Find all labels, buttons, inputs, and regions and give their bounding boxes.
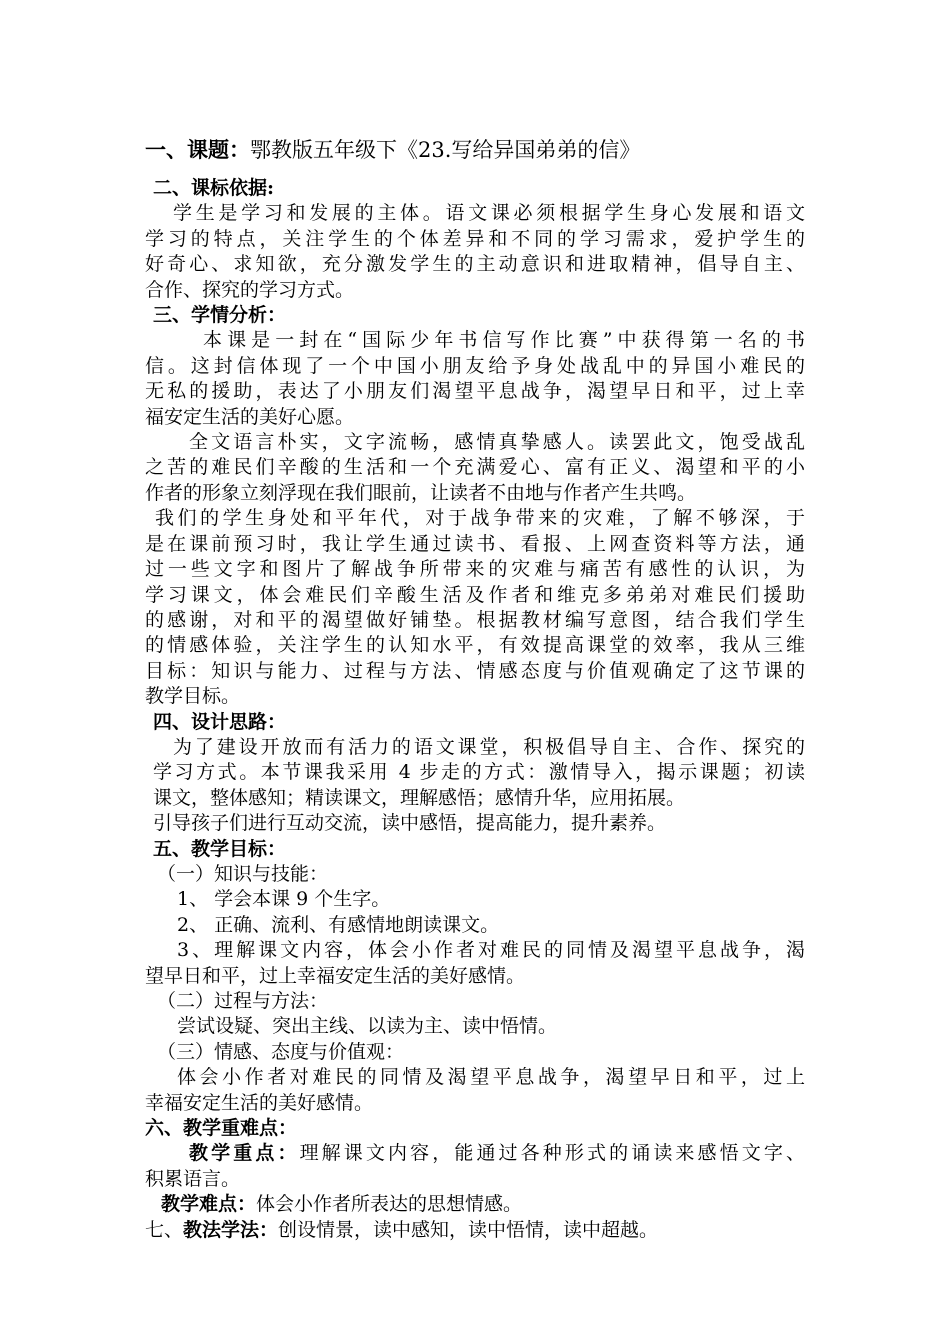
methods-prefix: 七、 [145, 1218, 184, 1241]
analysis-p1-line-2: 信。这封信体现了一个中国小朋友给予身处战乱中的异国小难民的 [145, 354, 805, 377]
analysis-p2-line-2: 之苦的难民们辛酸的生活和一个充满爱心、富有正义、渴望和平的小 [145, 456, 805, 479]
title-label: 一、课题： [145, 137, 250, 162]
analysis-p3-line-4: 学习课文，体会难民们辛酸生活及作者和维克多弟弟对难民们援助 [145, 583, 805, 606]
design-line-1: 为了建设开放而有活力的语文课堂，积极倡导自主、合作、探究的 [173, 735, 805, 758]
basis-heading: 二、课标依据: [153, 177, 275, 199]
goals-sub-1: （一）知识与技能： [157, 862, 329, 885]
analysis-p3-line-7: 目标：知识与能力、过程与方法、情感态度与价值观确定了这节课的 [145, 659, 805, 682]
analysis-p1-line-4: 福安定生活的美好心愿。 [145, 405, 355, 428]
goals-item-3-line-2: 望早日和平，过上幸福安定生活的美好感情。 [145, 964, 526, 987]
analysis-p3-line-5: 的感谢，对和平的渴望做好铺垫。根据教材编写意图，结合我们学生 [145, 608, 805, 631]
goals-item-1: 1、 学会本课 9 个生字。 [177, 888, 391, 911]
goals-item-2: 2、 正确、流利、有感情地朗读课文。 [177, 913, 500, 936]
analysis-p3-line-8: 教学目标。 [145, 685, 241, 708]
design-line-3: 课文，整体感知；精读课文，理解感悟；感情升华，应用拓展。 [153, 786, 686, 809]
design-line-4: 引导孩子们进行互动交流，读中感悟，提高能力，提升素养。 [153, 812, 667, 835]
analysis-p1-line-3: 无私的援助，表达了小朋友们渴望平息战争，渴望早日和平，过上幸 [145, 380, 805, 403]
basis-line-1: 学生是学习和发展的主体。语文课必须根据学生身心发展和语文 [173, 202, 805, 225]
focus-key-line [145, 1141, 805, 1166]
goals-sub-3: （三）情感、态度与价值观： [157, 1040, 405, 1063]
title-text: 鄂教版五年级下《23.写给异国弟弟的信》 [250, 138, 641, 162]
focus-diff-line [145, 1192, 805, 1217]
document-page [145, 132, 805, 1243]
analysis-p3-line-2: 是在课前预习时，我让学生通过读书、看报、上网查资料等方法，通 [145, 532, 805, 555]
focus-key-line-2: 积累语言。 [145, 1167, 241, 1190]
analysis-p3-line-3: 过一些文字和图片了解战争所带来的灾难与痛苦有感性的认识，为 [145, 558, 805, 581]
analysis-p3-line-6: 的情感体验，关注学生的认知水平，有效提高课堂的效率，我从三维 [145, 634, 805, 657]
focus-key-label: 教学重点： [189, 1142, 300, 1165]
focus-heading: 六、教学重难点： [145, 1117, 298, 1140]
focus-key-text: 理解课文内容，能通过各种形式的诵读来感悟文字、 [299, 1142, 805, 1165]
analysis-p2-line-3: 作者的形象立刻浮现在我们眼前，让读者不由地与作者产生共鸣。 [145, 481, 697, 504]
goals-sub-3-line-1: 体会小作者对难民的同情及渴望平息战争，渴望早日和平，过上 [177, 1066, 805, 1089]
methods-text: 创设情景，读中感知，读中悟情，读中超越。 [278, 1218, 659, 1241]
focus-diff-text: 体会小作者所表达的思想情感。 [256, 1193, 523, 1216]
goals-heading: 五、教学目标： [153, 837, 287, 860]
goals-sub-2-text: 尝试设疑、突出主线、以读为主、读中悟情。 [177, 1015, 558, 1038]
methods-label: 教法学法： [183, 1218, 279, 1241]
analysis-p3-line-1: 我们的学生身处和平年代，对于战争带来的灾难，了解不够深，于 [155, 507, 805, 530]
basis-line-3: 好奇心、求知欲，充分激发学生的主动意识和进取精神，倡导自主、 [145, 253, 805, 276]
goals-item-3-line-1: 3、理解课文内容，体会小作者对难民的同情及渴望平息战争，渴 [177, 939, 805, 962]
focus-diff-label: 教学难点： [161, 1193, 257, 1216]
goals-sub-3-line-2: 幸福安定生活的美好感情。 [145, 1091, 374, 1114]
analysis-heading: 三、学情分析： [153, 304, 287, 327]
basis-line-2: 学习的特点，关注学生的个体差异和不同的学习需求，爱护学生的 [145, 227, 805, 250]
analysis-p1-line-1: 本课是一封在“国际少年书信写作比赛”中获得第一名的书 [203, 329, 805, 352]
lesson-title [145, 132, 805, 168]
design-heading: 四、设计思路： [153, 710, 287, 733]
design-line-2: 学习方式。本节课我采用 4 步走的方式：激情导入，揭示课题；初读 [153, 761, 805, 784]
goals-sub-2: （二）过程与方法： [157, 990, 329, 1012]
basis-line-4: 合作、探究的学习方式。 [145, 278, 355, 301]
analysis-p2-line-1: 全文语言朴实，文字流畅，感情真挚感人。读罢此文，饱受战乱 [189, 431, 805, 454]
methods-line [145, 1218, 805, 1243]
